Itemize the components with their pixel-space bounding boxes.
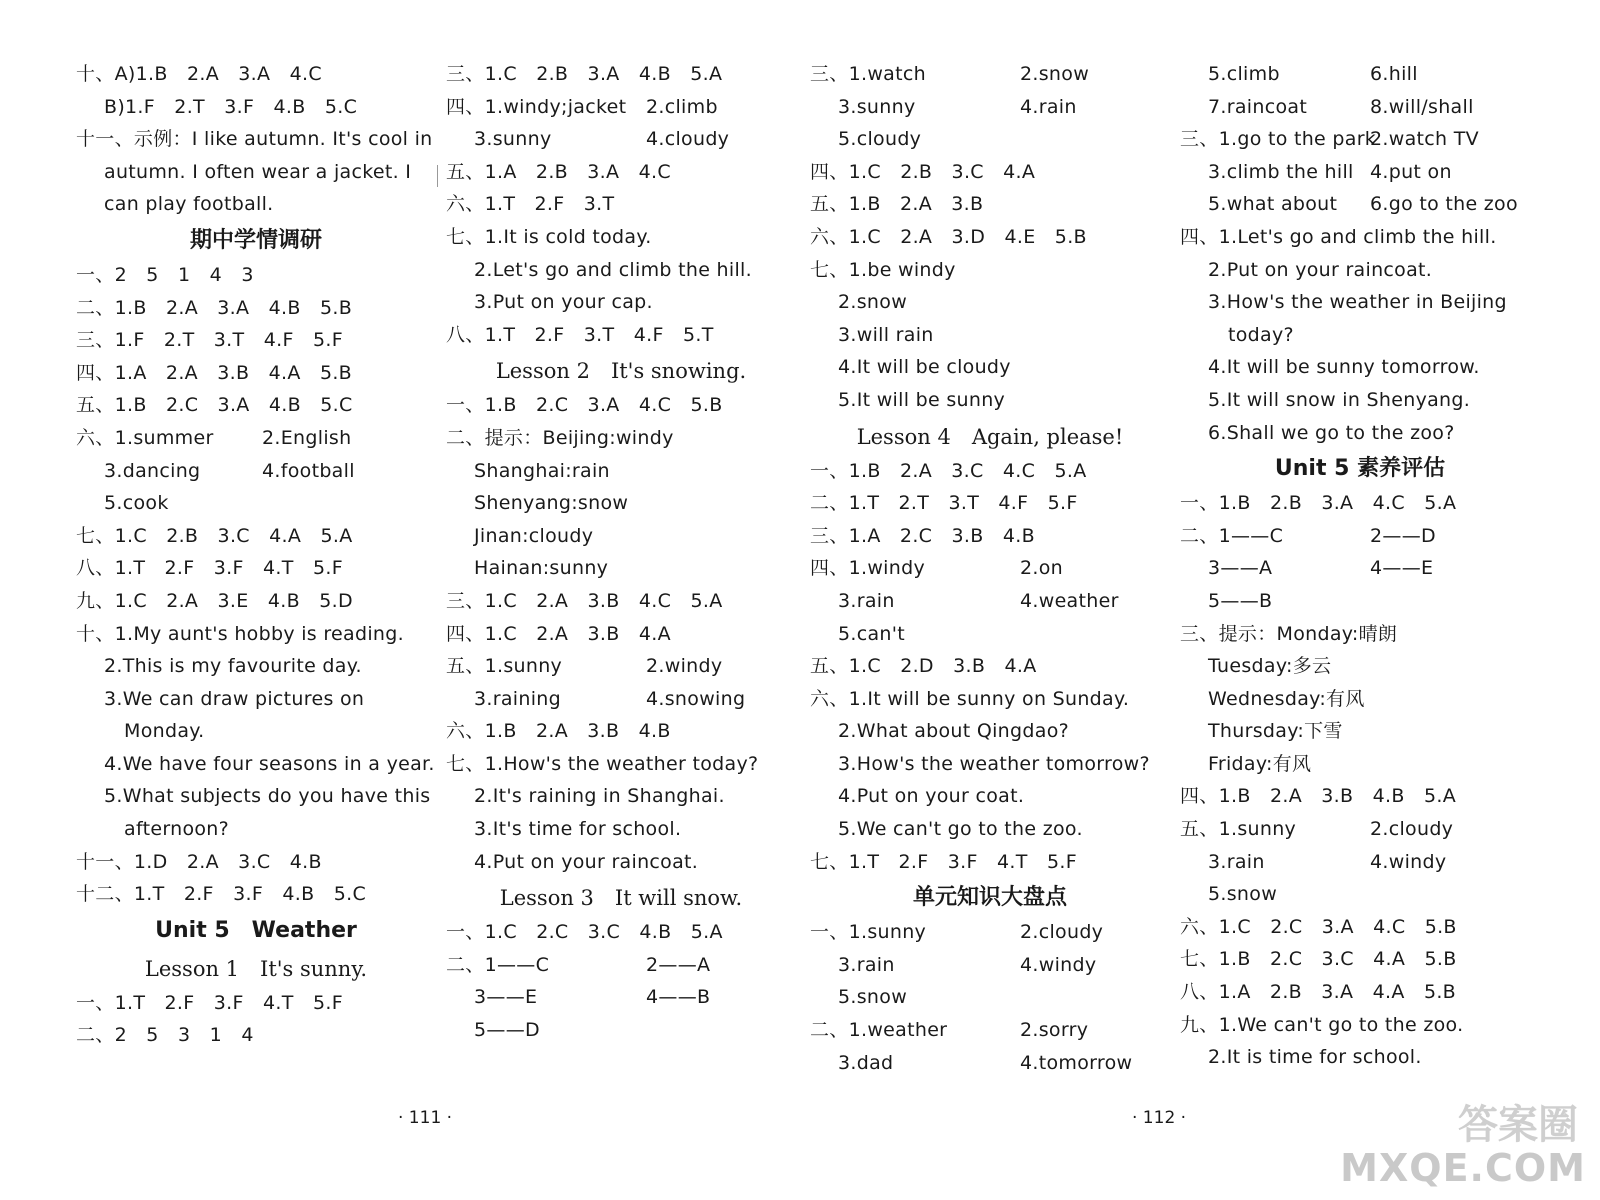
answer-text-second: 2.cloudy [1370,818,1454,841]
answer-text: 2.Put on your raincoat. [1208,258,1433,281]
answer-text: 十一、示例：I like autumn. It's cool in [76,128,433,151]
answer-text-second: 2——A [646,953,711,976]
answer-text: 十二、1.T 2.F 3.F 4.B 5.C [76,883,367,906]
answer-line [446,846,796,879]
answer-text: 五、1.sunny [446,655,563,678]
answer-line [76,650,436,683]
answer-text: 期中学情调研 [189,227,322,253]
answer-text: 八、1.T 2.F 3.T 4.F 5.T [446,323,714,346]
answer-text: 五、1.sunny [1180,818,1297,841]
answer-text: 二、提示：Beijing:windy [446,426,674,449]
answer-text: 六、1.summer [76,426,214,449]
answer-line [446,123,796,156]
answer-text-second: 4.put on [1370,160,1452,183]
answer-line [1180,585,1540,618]
answer-text-second: 4——B [646,986,711,1009]
answer-line [810,683,1170,716]
answer-line [446,981,796,1014]
answer-line [76,455,436,488]
answer-text: 四、1.B 2.A 3.B 4.B 5.A [1180,785,1457,808]
answer-text: 一、1.T 2.F 3.F 4.T 5.F [76,991,343,1014]
answer-text: 三、1.go to the park [1180,128,1377,151]
answer-text: 单元知识大盘点 [912,885,1067,911]
answer-line [446,780,796,813]
answer-text-second: 4.snowing [646,687,746,710]
answer-line [446,389,796,422]
answer-text: 3.rain [1208,850,1265,873]
answer-line [446,916,796,949]
answer-line [810,221,1170,254]
answer-line [76,878,436,911]
answer-line [76,748,436,781]
answer-line [1180,221,1540,254]
answer-text: 四、1.windy [810,557,925,580]
answer-line [1180,319,1540,352]
answer-text: 3.dad [838,1051,894,1074]
answer-line [1180,650,1540,683]
answer-text: 二、1——C [1180,524,1284,547]
answer-text: Hainan:sunny [474,557,609,580]
answer-text: 三、1.F 2.T 3.T 4.F 5.F [76,329,343,352]
answer-line [446,552,796,585]
answer-text: 一、1.B 2.B 3.A 4.C 5.A [1180,492,1457,515]
answer-text: 3.dancing [104,459,201,482]
answer-line [76,188,436,221]
answer-text-second: 6.hill [1370,63,1418,85]
answer-line [1180,1009,1540,1042]
answer-text: Lesson 3 It will snow. [499,886,743,911]
answer-column-2 [446,58,796,1047]
answer-text: 七、1.How's the weather today? [446,752,759,775]
answer-line [1180,417,1540,450]
answer-text: 3.How's the weather tomorrow? [838,752,1150,775]
answer-text: 五、1.A 2.B 3.A 4.C [446,160,671,183]
answer-line [1180,487,1540,520]
answer-text: Friday:有风 [1208,752,1312,775]
answer-text: 四、1.C 2.A 3.B 4.A [446,622,671,645]
answer-line [810,520,1170,553]
answer-line [446,487,796,520]
answer-line [810,319,1170,352]
answer-text: 5——D [474,1019,540,1042]
watermark-text: MXQE.COM [1340,1146,1586,1190]
answer-line [76,58,436,91]
answer-line [76,683,436,716]
answer-line [76,552,436,585]
answer-line [76,487,436,520]
answer-line [1180,911,1540,944]
answer-line [76,259,436,292]
answer-text: afternoon? [124,818,230,841]
answer-line [76,780,436,813]
answer-line [1180,618,1540,651]
answer-text: Tuesday:多云 [1208,655,1332,678]
answer-text: 十、1.My aunt's hobby is reading. [76,622,404,645]
answer-line [446,286,796,319]
answer-text: 一、1.B 2.C 3.A 4.C 5.B [446,394,723,417]
answer-line [1180,780,1540,813]
answer-text: 一、1.sunny [810,921,927,944]
answer-line [810,715,1170,748]
answer-line [810,846,1170,879]
answer-text: B)1.F 2.T 3.F 4.B 5.C [104,95,358,118]
answer-line [1180,254,1540,287]
answer-text: 5——B [1208,589,1273,612]
answer-text: 七、1.be windy [810,258,956,281]
answer-line [1180,846,1540,879]
answer-text: 3——E [474,986,538,1009]
answer-text: can play football. [104,193,274,216]
answer-line [810,1014,1170,1047]
answer-line [1180,748,1540,781]
answer-text: Jinan:cloudy [474,524,594,547]
answer-text: 3.rain [838,953,895,976]
answer-line [810,949,1170,982]
answer-text: 六、1.C 2.A 3.D 4.E 5.B [810,225,1087,248]
answer-text: 3.climb the hill [1208,160,1354,183]
answer-line [810,384,1170,417]
answer-line [1180,943,1540,976]
answer-line [810,748,1170,781]
answer-line [446,319,796,352]
answer-text-second: 2.on [1020,557,1063,580]
answer-line [76,422,436,455]
answer-line [446,91,796,124]
answer-text-second: 2.snow [1020,63,1090,85]
answer-line [1180,683,1540,716]
answer-line [446,58,796,91]
answer-line [446,188,796,221]
answer-line [810,58,1170,91]
answer-column-1 [76,58,436,1052]
answer-line [76,156,436,189]
answer-text: 3.We can draw pictures on [104,687,365,710]
answer-text: 6.Shall we go to the zoo? [1208,421,1455,444]
answer-text: 5.snow [1208,883,1278,906]
answer-line [1180,384,1540,417]
answer-text: 六、1.B 2.A 3.B 4.B [446,720,671,743]
answer-text: 2.It is time for school. [1208,1046,1422,1069]
answer-text-second: 2.windy [646,655,723,678]
answer-text: 二、1.B 2.A 3.A 4.B 5.B [76,296,353,319]
answer-text: 四、1.Let's go and climb the hill. [1180,225,1497,248]
answer-text: 三、1.watch [810,63,926,85]
answer-text: 六、1.C 2.C 3.A 4.C 5.B [1180,915,1457,938]
section-heading [446,878,796,916]
answer-text: 3.will rain [838,323,934,346]
answer-line [446,683,796,716]
answer-text: 5.can't [838,622,906,645]
answer-line [810,981,1170,1014]
answer-line [1180,351,1540,384]
answer-text: 3.sunny [474,128,552,151]
answer-line [446,585,796,618]
answer-column-3 [810,58,1170,1079]
answer-text: 五、1.B 2.A 3.B [810,193,984,216]
section-heading [76,949,436,987]
answer-text: Lesson 1 It's sunny. [144,956,368,981]
answer-line [810,916,1170,949]
section-heading [446,351,796,389]
answer-text: 5.cook [104,492,169,515]
answer-line [1180,1041,1540,1074]
answer-text-second: 2.English [262,426,352,449]
answer-text-second: 2——D [1370,524,1436,547]
answer-line [76,357,436,390]
answer-text: 四、1.C 2.B 3.C 4.A [810,160,1036,183]
answer-line [1180,813,1540,846]
answer-text-second: 2.watch TV [1370,128,1479,151]
answer-text-second: 4.rain [1020,95,1077,118]
answer-text: 五、1.B 2.C 3.A 4.B 5.C [76,394,353,417]
answer-text-second: 2.sorry [1020,1019,1089,1042]
answer-line [76,618,436,651]
answer-line [76,520,436,553]
answer-line [810,91,1170,124]
answer-column-4 [1180,58,1540,1074]
answer-line [1180,286,1540,319]
answer-text: 四、1.windy;jacket [446,95,627,118]
answer-line [810,585,1170,618]
page-number-left: · 111 · [398,1108,453,1128]
answer-line [446,156,796,189]
answer-line [446,715,796,748]
section-heading [810,417,1170,455]
answer-text-second: 6.go to the zoo [1370,193,1518,216]
answer-line [1180,520,1540,553]
answer-text: 五、1.C 2.D 3.B 4.A [810,655,1037,678]
answer-line [810,1047,1170,1080]
answer-text-second: 4——E [1370,557,1434,580]
answer-line [1180,976,1540,1009]
answer-text: 九、1.We can't go to the zoo. [1180,1013,1464,1036]
answer-text: 3.raining [474,687,561,710]
answer-line [446,455,796,488]
answer-line [76,389,436,422]
answer-text: 七、1.It is cold today. [446,225,652,248]
answer-line [810,351,1170,384]
answer-text: autumn. I often wear a jacket. I [104,160,412,183]
answer-text: 七、1.C 2.B 3.C 4.A 5.A [76,524,353,547]
answer-text: 3.It's time for school. [474,818,682,841]
answer-text: 5.We can't go to the zoo. [838,818,1083,841]
answer-line [76,91,436,124]
answer-text: 三、1.C 2.B 3.A 4.B 5.A [446,63,723,85]
answer-text: 5.What subjects do you have this [104,785,431,808]
answer-text: 三、提示：Monday:晴朗 [1180,622,1398,645]
answer-line [76,585,436,618]
answer-text: 2.This is my favourite day. [104,655,362,678]
answer-text-second: 8.will/shall [1370,95,1474,118]
answer-text: 八、1.T 2.F 3.F 4.T 5.F [76,557,343,580]
answer-line [1180,91,1540,124]
answer-text: 2.snow [838,291,908,314]
answer-line [810,650,1170,683]
answer-text: 4.It will be cloudy [838,356,1011,379]
answer-line [810,188,1170,221]
answer-text: Wednesday:有风 [1208,687,1365,710]
answer-line [76,292,436,325]
answer-text: 2.What about Qingdao? [838,720,1069,743]
answer-text-second: 4.tomorrow [1020,1051,1133,1074]
answer-line [810,156,1170,189]
answer-line [446,748,796,781]
answer-text: 七、1.T 2.F 3.F 4.T 5.F [810,850,1077,873]
answer-text: 二、2 5 3 1 4 [76,1024,254,1047]
answer-text: today? [1228,323,1294,346]
answer-text-second: 4.windy [1020,953,1097,976]
answer-line [810,552,1170,585]
answer-text: 一、2 5 1 4 3 [76,263,254,286]
answer-text: 一、1.C 2.C 3.C 4.B 5.A [446,921,723,944]
answer-line [446,254,796,287]
answer-line [1180,715,1540,748]
answer-text-second: 2.cloudy [1020,921,1104,944]
answer-line [446,520,796,553]
answer-text: 六、1.It will be sunny on Sunday. [810,687,1130,710]
answer-text: 九、1.C 2.A 3.E 4.B 5.D [76,589,353,612]
answer-line [446,422,796,455]
answer-line [446,221,796,254]
answer-line [810,455,1170,488]
answer-line [810,618,1170,651]
answer-line [1180,156,1540,189]
section-heading [1180,449,1540,487]
answer-text-second: 4.windy [1370,850,1447,873]
answer-text: 七、1.B 2.C 3.C 4.A 5.B [1180,948,1457,971]
answer-line [446,813,796,846]
answer-line [810,123,1170,156]
answer-line [446,650,796,683]
answer-text: 2.Let's go and climb the hill. [474,258,752,281]
answer-text: 六、1.T 2.F 3.T [446,193,615,216]
answer-text: 二、1.T 2.T 3.T 4.F 5.F [810,492,1078,515]
answer-text-second: 4.cloudy [646,128,730,151]
answer-text: Lesson 2 It's snowing. [495,359,747,384]
answer-text: 八、1.A 2.B 3.A 4.A 5.B [1180,981,1457,1004]
answer-line [76,987,436,1020]
answer-text: 3.How's the weather in Beijing [1208,291,1507,314]
answer-text-second: 4.football [262,459,355,482]
section-heading [76,911,436,949]
answer-text: 5.what about [1208,193,1338,216]
answer-line [76,715,436,748]
answer-text: 二、1.weather [810,1019,948,1042]
answer-text: 十一、1.D 2.A 3.C 4.B [76,850,322,873]
answer-line [446,618,796,651]
answer-text: Thursday:下雪 [1208,720,1343,743]
answer-text: Shenyang:snow [474,492,629,515]
answer-line [1180,552,1540,585]
answer-text: 十、A)1.B 2.A 3.A 4.C [76,63,322,85]
answer-text: 3.rain [838,589,895,612]
answer-text: 二、1——C [446,953,550,976]
column-divider [437,165,438,187]
answer-line [76,813,436,846]
answer-line [76,123,436,156]
answer-text: 5.snow [838,986,908,1009]
answer-text: 4.Put on your coat. [838,785,1025,808]
section-heading [810,878,1170,916]
page-number-right: · 112 · [1132,1108,1187,1128]
answer-text: Lesson 4 Again, please! [856,424,1124,449]
answer-line [810,254,1170,287]
answer-text: Unit 5 素养评估 [1274,456,1446,482]
answer-text: Monday. [124,720,205,743]
answer-text: 5.It will be sunny [838,388,1006,411]
answer-line [810,813,1170,846]
answer-line [1180,123,1540,156]
answer-text: Shanghai:rain [474,459,610,482]
answer-line [1180,58,1540,91]
answer-text: Unit 5 Weather [155,917,357,943]
watermark-logo: 答案圈 [1458,1102,1578,1148]
answer-text: 2.It's raining in Shanghai. [474,785,725,808]
answer-text: 7.raincoat [1208,95,1308,118]
section-heading [76,221,436,259]
answer-text-second: 4.weather [1020,589,1119,612]
answer-line [1180,188,1540,221]
answer-text-second: 2.climb [646,95,718,118]
answer-line [76,1019,436,1052]
answer-text: 4.Put on your raincoat. [474,850,699,873]
answer-line [446,1014,796,1047]
answer-text: 5.cloudy [838,128,922,151]
answer-line [76,324,436,357]
answer-text: 5.climb [1208,63,1280,85]
answer-text: 3——A [1208,557,1273,580]
answer-line [810,286,1170,319]
answer-text: 3.Put on your cap. [474,291,653,314]
answer-text: 三、1.A 2.C 3.B 4.B [810,524,1035,547]
answer-line [1180,878,1540,911]
answer-text: 四、1.A 2.A 3.B 4.A 5.B [76,361,353,384]
answer-text: 5.It will snow in Shenyang. [1208,388,1471,411]
answer-line [76,846,436,879]
answer-line [810,487,1170,520]
answer-text: 3.sunny [838,95,916,118]
answer-line [446,949,796,982]
answer-text: 三、1.C 2.A 3.B 4.C 5.A [446,589,723,612]
answer-text: 4.We have four seasons in a year. [104,752,435,775]
answer-text: 4.It will be sunny tomorrow. [1208,356,1480,379]
answer-line [810,780,1170,813]
answer-text: 一、1.B 2.A 3.C 4.C 5.A [810,459,1087,482]
